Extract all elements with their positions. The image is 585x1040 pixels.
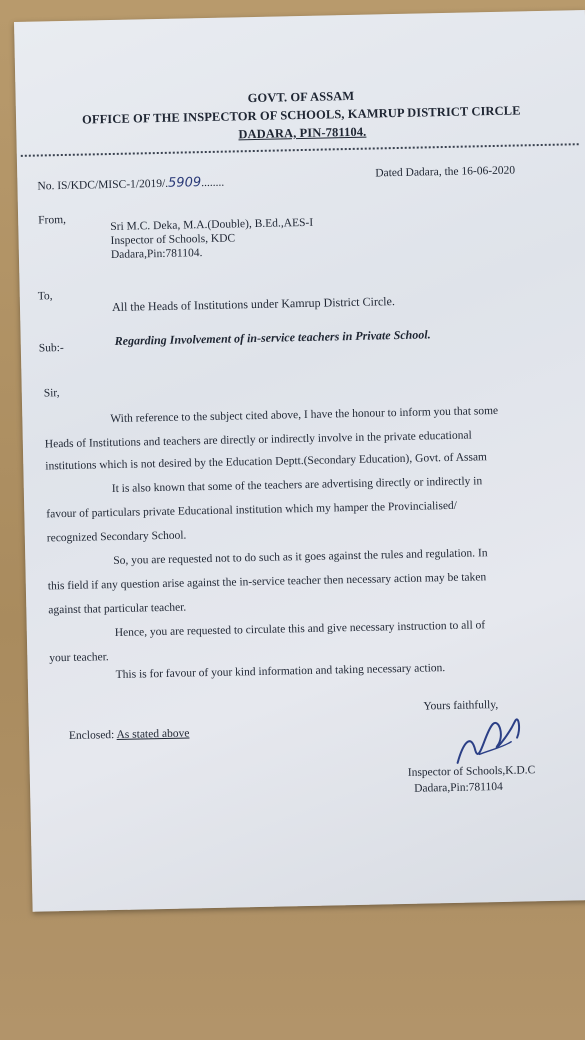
enclosed-value: As stated above bbox=[116, 727, 190, 742]
subject-label: Sub:- bbox=[38, 342, 64, 355]
from-address: Dadara,Pin:781104. bbox=[110, 247, 203, 262]
letter-sheet bbox=[14, 10, 585, 912]
reference-handwritten-number: 5909 bbox=[167, 175, 202, 191]
body-line-3: institutions which is not desired by the Education Deptt.(Secondary Education), Govt. of Assam bbox=[45, 451, 488, 473]
letter-date: Dated Dadara, the 16-06-2020 bbox=[375, 164, 516, 180]
closing: Yours faithfully, bbox=[423, 699, 499, 713]
signatory-designation: Inspector of Schools,K.D.C bbox=[407, 764, 536, 779]
body-line-12: This is for favour of your kind information and taking necessary action. bbox=[115, 662, 446, 682]
reference-suffix: ........ bbox=[201, 176, 225, 190]
salutation: Sir, bbox=[43, 387, 60, 400]
body-line-9: against that particular teacher. bbox=[48, 601, 187, 617]
body-line-4: It is also known that some of the teachers are advertising directly or indirectly in bbox=[111, 475, 483, 496]
body-line-2: Heads of Institutions and teachers are directly or indirectly involve in the private educational bbox=[44, 429, 472, 451]
body-line-6: recognized Secondary School. bbox=[46, 529, 187, 545]
reference-number bbox=[37, 176, 224, 194]
body-line-8: this field if any question arise against the in-service teacher then necessary action may be taken bbox=[47, 571, 487, 593]
from-designation: Inspector of Schools, KDC bbox=[110, 232, 236, 248]
enclosed bbox=[69, 726, 190, 743]
body-line-11: your teacher. bbox=[49, 651, 109, 665]
body-line-10: Hence, you are requested to circulate this and give necessary instruction to all of bbox=[114, 619, 486, 640]
from-label: From, bbox=[38, 213, 67, 227]
from-name: Sri M.C. Deka, M.A.(Double), B.Ed.,AES-I bbox=[110, 216, 314, 234]
body-line-7: So, you are requested not to do such as it goes against the rules and regulation. In bbox=[113, 547, 488, 568]
enclosed-label: Enclosed: bbox=[68, 729, 115, 743]
to-recipient: All the Heads of Institutions under Kamrup District Circle. bbox=[111, 294, 396, 315]
reference-prefix: No. IS/KDC/MISC-1/2019/. bbox=[37, 177, 169, 193]
signatory-address: Dadara,Pin:781104 bbox=[414, 780, 503, 795]
header-govt: GOVT. OF ASSAM bbox=[247, 88, 355, 106]
header-office: OFFICE OF THE INSPECTOR OF SCHOOLS, KAMRUP DISTRICT CIRCLE bbox=[81, 103, 521, 127]
header-divider bbox=[21, 143, 579, 157]
signature bbox=[448, 701, 539, 773]
header-address: DADARA, PIN-781104. bbox=[238, 124, 367, 142]
to-label: To, bbox=[37, 290, 53, 303]
body-line-1: With reference to the subject cited above, I have the honour to inform you that some bbox=[110, 404, 499, 426]
subject-text: Regarding Involvement of in-service teachers in Private School. bbox=[114, 327, 431, 348]
body-line-5: favour of particulars private Educational institution which my hamper the Provincialised/ bbox=[46, 499, 458, 521]
